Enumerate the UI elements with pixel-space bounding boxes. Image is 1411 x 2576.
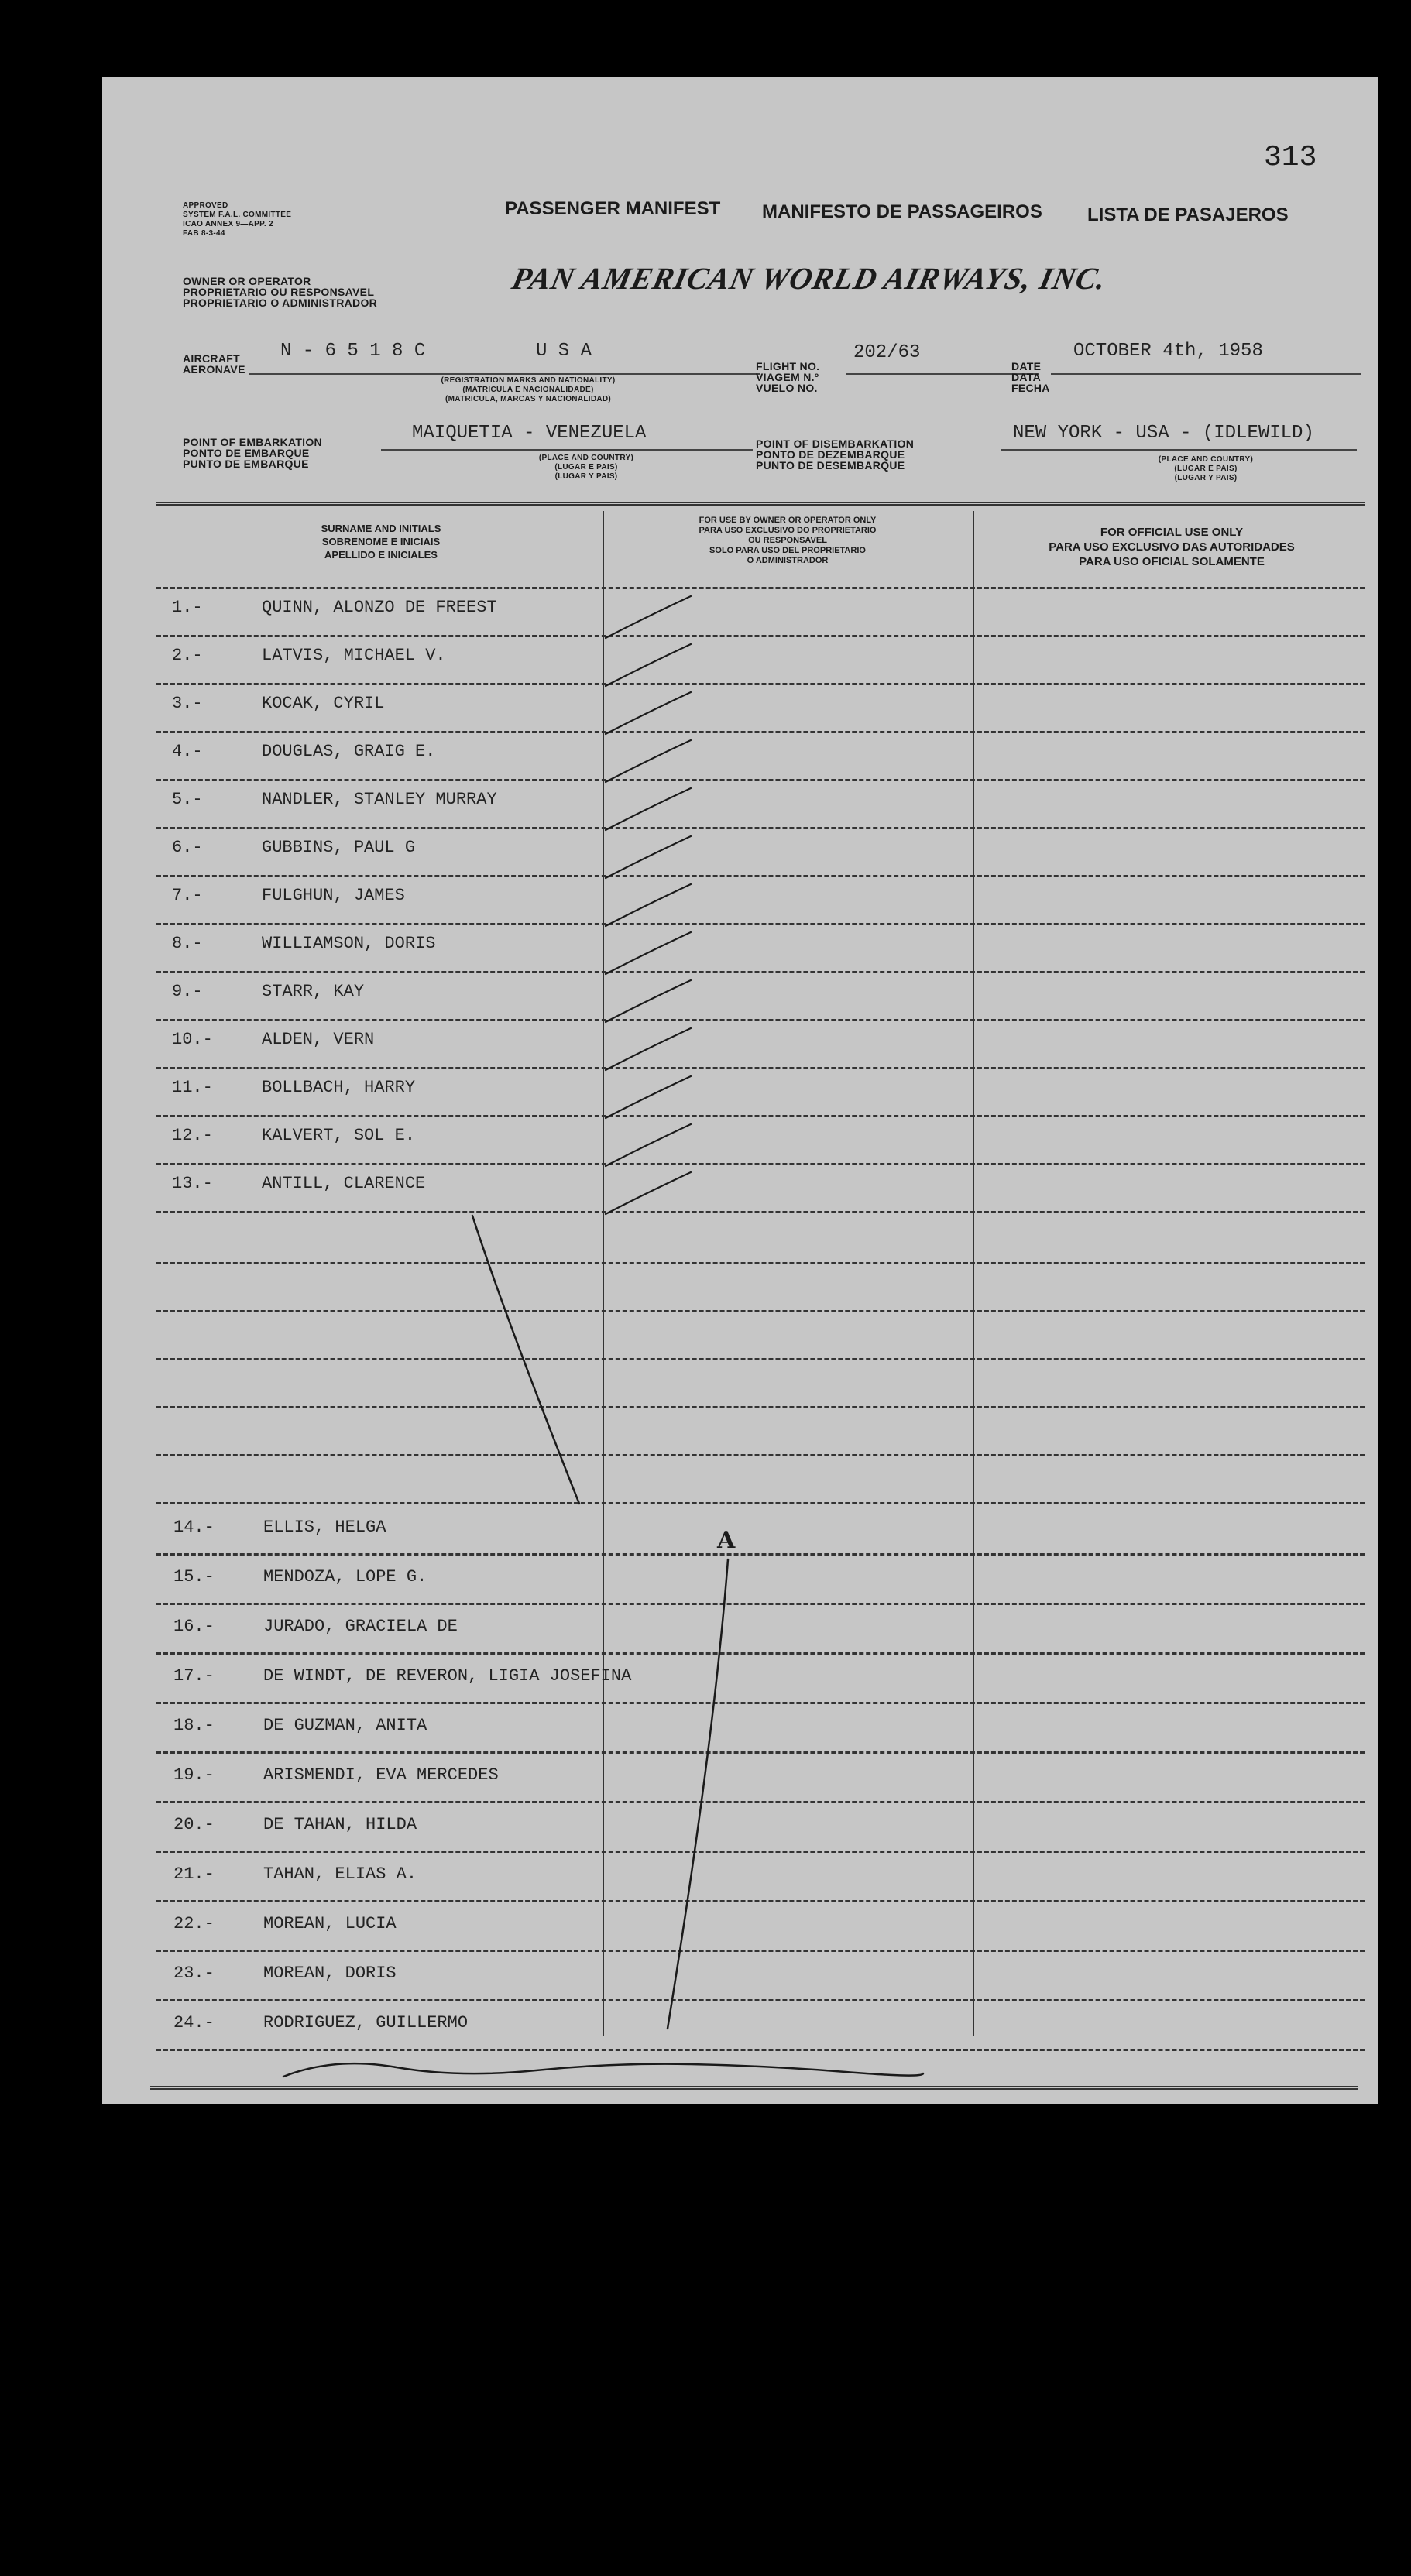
passenger-name: BOLLBACH, HARRY — [262, 1078, 416, 1097]
passenger-number: 9.- — [172, 982, 203, 1001]
passenger-number: 5.- — [172, 790, 203, 809]
passenger-name: STARR, KAY — [262, 982, 365, 1001]
approval-line: APPROVED — [183, 201, 228, 210]
embarkation-sublabel: (LUGAR E PAIS) — [554, 463, 618, 472]
approval-line: FAB 8-3-44 — [183, 229, 225, 238]
passenger-name: DE GUZMAN, ANITA — [263, 1716, 427, 1735]
disembarkation-label: PONTO DE DEZEMBARQUE — [756, 448, 905, 461]
passenger-name: TAHAN, ELIAS A. — [263, 1864, 417, 1884]
check-mark — [606, 644, 691, 686]
date-label: DATE — [1011, 360, 1042, 372]
passenger-number: 23.- — [173, 1964, 215, 1983]
flight-label: VIAGEM N.º — [756, 371, 819, 383]
passenger-name: LATVIS, MICHAEL V. — [262, 646, 446, 665]
owner-label: PROPRIETARIO O ADMINISTRADOR — [183, 297, 378, 309]
passenger-number: 24.- — [173, 2013, 215, 2032]
check-mark — [606, 1124, 691, 1166]
disembarkation-place: NEW YORK - USA - (IDLEWILD) — [1013, 423, 1314, 444]
flight-date: OCTOBER 4th, 1958 — [1073, 341, 1263, 362]
column-header-line: O ADMINISTRADOR — [747, 556, 829, 565]
passenger-name: ANTILL, CLARENCE — [262, 1174, 426, 1193]
column-header-line: FOR OFFICIAL USE ONLY — [1100, 526, 1244, 539]
column-header-line: PARA USO EXCLUSIVO DAS AUTORIDADES — [1049, 540, 1295, 554]
passenger-number: 10.- — [172, 1030, 213, 1049]
check-mark — [606, 932, 691, 974]
column-header-line: PARA USO EXCLUSIVO DO PROPRIETARIO — [699, 526, 877, 535]
owner-label: OWNER OR OPERATOR — [183, 275, 311, 287]
aircraft-label: AERONAVE — [183, 363, 245, 376]
date-label: FECHA — [1011, 382, 1050, 394]
passenger-number: 8.- — [172, 934, 203, 953]
passenger-name: DE TAHAN, HILDA — [263, 1815, 417, 1834]
aircraft-sublabel: (MATRICULA E NACIONALIDADE) — [462, 386, 594, 394]
column-header-line: OU RESPONSAVEL — [748, 536, 827, 545]
embarkation-place: MAIQUETIA - VENEZUELA — [412, 423, 647, 444]
passenger-name: KALVERT, SOL E. — [262, 1126, 416, 1145]
page-number: 313 — [1264, 141, 1317, 174]
passenger-name: FULGHUN, JAMES — [262, 886, 405, 905]
passenger-name: KOCAK, CYRIL — [262, 694, 385, 713]
column-header-line: PARA USO OFICIAL SOLAMENTE — [1079, 555, 1265, 568]
column-header-line: FOR USE BY OWNER OR OPERATOR ONLY — [699, 516, 877, 525]
handwritten-letter: A — [717, 1527, 736, 1554]
passenger-name: GUBBINS, PAUL G — [262, 838, 416, 857]
embarkation-label: PONTO DE EMBARQUE — [183, 447, 310, 459]
check-mark — [606, 1076, 691, 1118]
title-portuguese: MANIFESTO DE PASSAGEIROS — [762, 201, 1042, 222]
flight-label: VUELO NO. — [756, 382, 818, 394]
passenger-number: 18.- — [173, 1716, 215, 1735]
passenger-number: 4.- — [172, 742, 203, 761]
table-bottom-rule — [150, 2086, 1358, 2090]
passenger-number: 15.- — [173, 1567, 215, 1586]
embarkation-sublabel: (LUGAR Y PAIS) — [554, 472, 618, 481]
passenger-number: 20.- — [173, 1815, 215, 1834]
passenger-number: 3.- — [172, 694, 203, 713]
passenger-name: ELLIS, HELGA — [263, 1518, 386, 1537]
embarkation-label: POINT OF EMBARKATION — [183, 436, 322, 448]
aircraft-label: AIRCRAFT — [183, 352, 240, 365]
pen-stroke-bottom — [283, 2063, 923, 2077]
passenger-name: DOUGLAS, GRAIG E. — [262, 742, 436, 761]
column-header-line: SOLO PARA USO DEL PROPRIETARIO — [709, 546, 866, 555]
column-header-line: APELLIDO E INICIALES — [324, 549, 438, 561]
aircraft-sublabel: (MATRICULA, MARCAS Y NACIONALIDAD) — [445, 395, 612, 403]
passenger-number: 1.- — [172, 598, 203, 617]
column-header-line: SURNAME AND INITIALS — [321, 523, 441, 534]
check-mark — [606, 788, 691, 830]
aircraft-registration: N - 6 5 1 8 C — [280, 341, 426, 362]
passenger-name: NANDLER, STANLEY MURRAY — [262, 790, 497, 809]
check-mark — [606, 1172, 691, 1214]
check-mark — [606, 884, 691, 926]
passenger-name: MOREAN, DORIS — [263, 1964, 397, 1983]
aircraft-nationality: U S A — [536, 341, 592, 362]
check-mark — [606, 596, 691, 638]
passenger-number: 7.- — [172, 886, 203, 905]
aircraft-sublabel: (REGISTRATION MARKS AND NATIONALITY) — [441, 376, 616, 385]
passenger-name: ARISMENDI, EVA MERCEDES — [263, 1765, 499, 1785]
pen-stroke-long — [668, 1559, 728, 2029]
passenger-number: 22.- — [173, 1914, 215, 1933]
disembarkation-label: POINT OF DISEMBARKATION — [756, 437, 915, 450]
passenger-name: MENDOZA, LOPE G. — [263, 1567, 427, 1586]
owner-label: PROPRIETARIO OU RESPONSAVEL — [183, 286, 375, 298]
disembarkation-sublabel: (LUGAR E PAIS) — [1174, 465, 1238, 473]
manifest-sheet — [102, 77, 1378, 2104]
flight-label: FLIGHT NO. — [756, 360, 820, 372]
passenger-number: 14.- — [173, 1518, 215, 1537]
embarkation-label: PUNTO DE EMBARQUE — [183, 458, 309, 470]
title-english: PASSENGER MANIFEST — [505, 198, 721, 219]
passenger-number: 17.- — [173, 1666, 215, 1686]
passenger-name: DE WINDT, DE REVERON, LIGIA JOSEFINA — [263, 1666, 632, 1686]
disembarkation-sublabel: (PLACE AND COUNTRY) — [1158, 455, 1254, 464]
passenger-name: WILLIAMSON, DORIS — [262, 934, 436, 953]
check-mark — [606, 980, 691, 1022]
passenger-number: 21.- — [173, 1864, 215, 1884]
passenger-name: RODRIGUEZ, GUILLERMO — [263, 2013, 469, 2032]
pen-stroke-diagonal — [472, 1216, 579, 1504]
check-mark — [606, 740, 691, 782]
passenger-number: 12.- — [172, 1126, 213, 1145]
handwritten-marks — [102, 77, 1378, 2104]
check-mark — [606, 692, 691, 734]
passenger-number: 16.- — [173, 1617, 215, 1636]
disembarkation-sublabel: (LUGAR Y PAIS) — [1174, 474, 1238, 482]
check-mark — [606, 1028, 691, 1070]
disembarkation-label: PUNTO DE DESEMBARQUE — [756, 459, 905, 472]
passenger-name: QUINN, ALONZO DE FREEST — [262, 598, 497, 617]
passenger-number: 13.- — [172, 1174, 213, 1193]
column-header-line: SOBRENOME E INICIAIS — [321, 536, 441, 547]
passenger-name: JURADO, GRACIELA DE — [263, 1617, 458, 1636]
flight-number: 202/63 — [853, 342, 921, 363]
passenger-number: 19.- — [173, 1765, 215, 1785]
passenger-number: 11.- — [172, 1078, 213, 1097]
check-mark — [606, 836, 691, 878]
passenger-name: ALDEN, VERN — [262, 1030, 375, 1049]
title-spanish: LISTA DE PASAJEROS — [1087, 204, 1289, 225]
passenger-number: 2.- — [172, 646, 203, 665]
passenger-name: MOREAN, LUCIA — [263, 1914, 397, 1933]
passenger-number: 6.- — [172, 838, 203, 857]
approval-line: ICAO ANNEX 9—APP. 2 — [183, 220, 273, 228]
operator-name: PAN AMERICAN WORLD AIRWAYS, INC. — [509, 261, 1111, 296]
embarkation-sublabel: (PLACE AND COUNTRY) — [538, 454, 634, 462]
date-label: DATA — [1011, 371, 1042, 383]
approval-line: SYSTEM F.A.L. COMMITTEE — [183, 211, 292, 219]
